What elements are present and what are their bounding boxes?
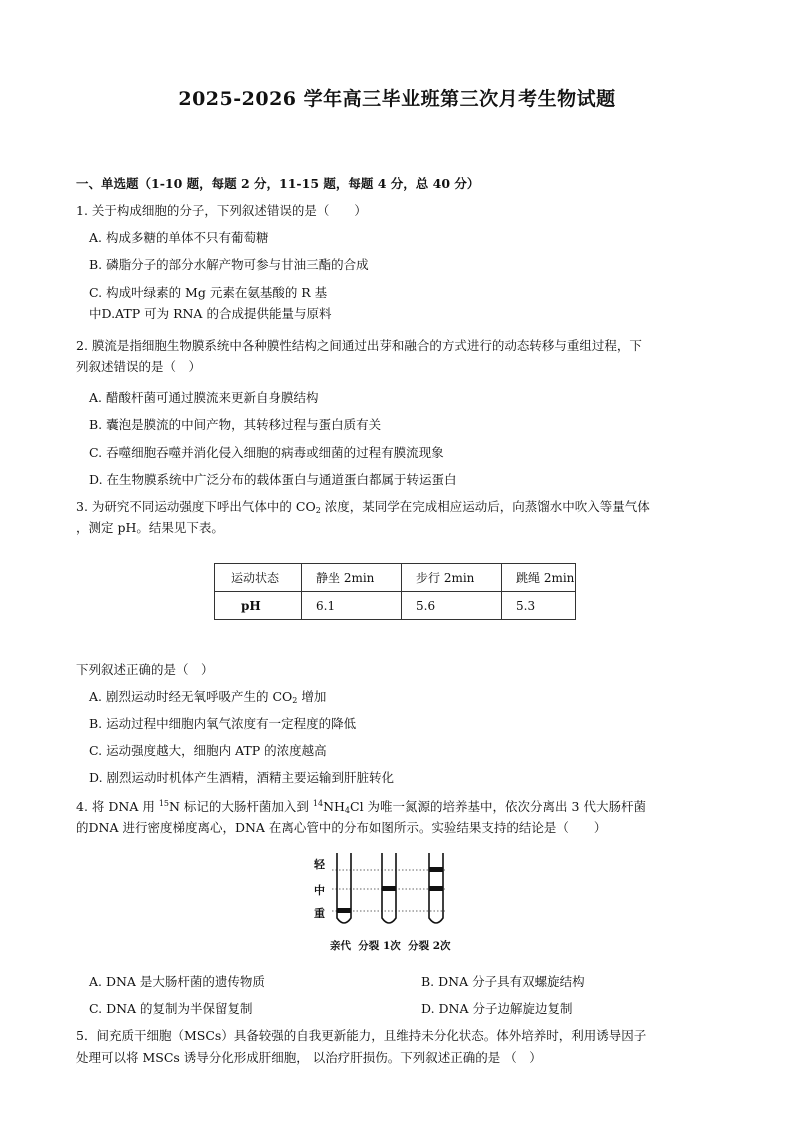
page-title: 2025-2026 学年高三毕业班第三次月考生物试题 (178, 88, 616, 110)
label-light: 轻 (314, 858, 325, 871)
table-row (215, 592, 576, 620)
question-4-option-a: A. DNA 是大肠杆菌的遗传物质 (89, 974, 265, 989)
tube-captions: 亲代 分裂 1次 分裂 2次 (330, 940, 451, 952)
question-3-option-b: B. 运动过程中细胞内氧气浓度有一定程度的降低 (89, 716, 357, 731)
question-4-option-c: C. DNA 的复制为半保留复制 (89, 1001, 253, 1016)
question-3-option-a: A. 剧烈运动时经无氧呼吸产生的 $CO_2$ 增加 (89, 689, 327, 705)
question-3-stem-line1: 3. 为研究不同运动强度下呼出气体中的 $CO_2$ 浓度，某同学在完成相应运动后，向蒸馏水中吹入等量气体 (76, 499, 650, 515)
label-heavy: 重 (314, 907, 325, 920)
ph-table (214, 563, 576, 620)
question-3-option-d: D. 剧烈运动时机体产生酒精，酒精主要运输到肝脏转化 (89, 770, 395, 785)
question-3-option-c: C. 运动强度越大，细胞内 ATP 的浓度越高 (89, 743, 327, 758)
band-division2-light (430, 867, 443, 872)
table-cell: 6.1 (302, 592, 402, 620)
question-4-stem-line2: 的DNA 进行密度梯度离心，DNA 在离心管中的分布如图所示。实验结果支持的结论是（ ） (76, 820, 607, 835)
table-cell: pH (215, 592, 302, 620)
question-2-stem-line1: 2. 膜流是指细胞生物膜系统中各种膜性结构之间通过出芽和融合的方式进行的动态转移与重组过程，下 (76, 338, 642, 353)
question-1-option-a: A. 构成多糖的单体不只有葡萄糖 (89, 230, 269, 245)
question-1-stem: 1. 关于构成细胞的分子，下列叙述错误的是（ ） (76, 203, 367, 218)
table-cell: 5.6 (402, 592, 502, 620)
question-5-stem-line1: 5．间充质干细胞（MSCs）具备较强的自我更新能力，且维持未分化状态。体外培养时，利用诱导因子 (76, 1028, 647, 1043)
question-1-option-b: B. 磷脂分子的部分水解产物可参与甘油三酯的合成 (89, 257, 369, 272)
table-cell: 5.3 (502, 592, 576, 620)
label-mid: 中 (314, 884, 325, 897)
question-5-stem-line2: 处理可以将 MSCs 诱导分化形成肝细胞， 以治疗肝损伤。下列叙述正确的是 （ ） (76, 1050, 542, 1065)
section-heading: 一、单选题（1-10 题，每题 2 分，11-15 题，每题 4 分，总 40 分） (76, 176, 480, 191)
centrifuge-figure (310, 848, 460, 953)
question-2-option-a: A. 醋酸杆菌可通过膜流来更新自身膜结构 (89, 390, 319, 405)
question-4-option-b: B. DNA 分子具有双螺旋结构 (421, 974, 585, 989)
table-header-cell: 步行 2min (402, 564, 502, 592)
question-3-prompt: 下列叙述正确的是（ ） (76, 662, 214, 677)
question-3-stem-line2: ，测定 pH。结果见下表。 (76, 520, 224, 535)
table-header-cell: 跳绳 2min (502, 564, 576, 592)
band-parent-heavy (338, 908, 351, 913)
question-2-option-d: D. 在生物膜系统中广泛分布的载体蛋白与通道蛋白都属于转运蛋白 (89, 472, 457, 487)
question-2-option-b: B. 囊泡是膜流的中间产物，其转移过程与蛋白质有关 (89, 417, 382, 432)
table-header-cell: 运动状态 (215, 564, 302, 592)
question-2-option-c: C. 吞噬细胞吞噬并消化侵入细胞的病毒或细菌的过程有膜流现象 (89, 445, 444, 460)
table-header-cell: 静坐 2min (302, 564, 402, 592)
question-1-option-c: C. 构成叶绿素的 Mg 元素在氨基酸的 R 基 (89, 285, 328, 300)
band-division1-mid (383, 886, 396, 891)
table-row (215, 564, 576, 592)
band-division2-mid (430, 886, 443, 891)
question-4-option-d: D. DNA 分子边解旋边复制 (421, 1001, 573, 1016)
question-4-stem-line1: 4. 将 DNA 用 $^{15}$N 标记的大肠杆菌加入到 $^{14}NH_4Cl$ 为唯一氮源的培养基中，依次分离出 3 代大肠杆菌 (76, 799, 646, 815)
question-2-stem-line2: 列叙述错误的是（ ） (76, 359, 202, 374)
question-1-option-d: 中D.ATP 可为 RNA 的合成提供能量与原料 (89, 306, 332, 321)
